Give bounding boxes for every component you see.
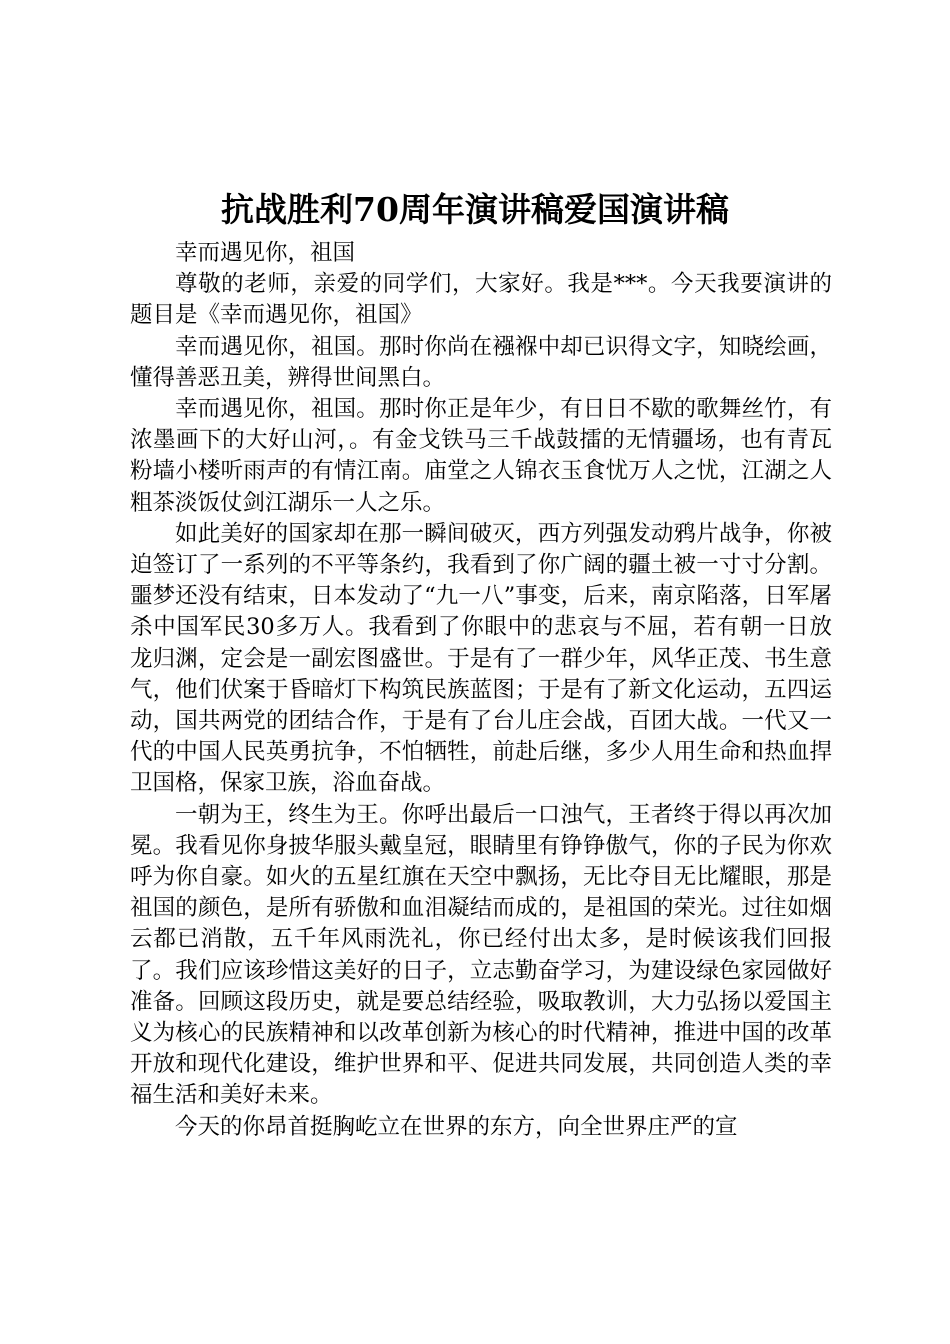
paragraph-subtitle: 幸而遇见你，祖国 xyxy=(175,240,356,266)
paragraph: 幸而遇见你，祖国。那时你正是年少，有日日不歇的歌舞丝竹，有浓墨画下的大好山河，。有金戈铁马三千战鼓擂的无情疆场，也有青瓦粉墙小楼听雨声的有情江南。庙堂之人锦衣玉食忧万人之忧，江湖之人粗茶淡饭仗剑江湖乐一人之乐。 xyxy=(130,396,832,516)
document-body xyxy=(130,238,832,1143)
paragraph: 一朝为王，终生为王。你呼出最后一口浊气，王者终于得以再次加冕。我看见你身披华服头戴皇冠，眼睛里有铮铮傲气，你的子民为你欢呼为你自豪。如火的五星红旗在天空中飘扬，无比夺目无比耀眼，那是祖国的颜色，是所有骄傲和血泪凝结而成的，是祖国的荣光。过往如烟云都已消散，五千年风雨洗礼，你已经付出太多，是时候该我们回报了。我们应该珍惜这美好的日子，立志勤奋学习，为建设绿色家园做好准备。回顾这段历史，就是要总结经验，吸取教训，大力弘扬以爱国主义为核心的民族精神和以改革创新为核心的时代精神，推进中国的改革开放和现代化建设，维护世界和平、促进共同发展，共同创造人类的幸福生活和美好未来。 xyxy=(130,801,832,1109)
paragraph-greeting: 尊敬的老师，亲爱的同学们，大家好。我是***。今天我要演讲的题目是《幸而遇见你，祖国》 xyxy=(130,271,832,329)
paragraph: 今天的你昂首挺胸屹立在世界的东方，向全世界庄严的宣 xyxy=(175,1113,738,1140)
paragraph: 如此美好的国家却在那一瞬间破灭，西方列强发动鸦片战争，你被迫签订了一系列的不平等条约，我看到了你广阔的疆土被一寸寸分割。噩梦还没有结束，日本发动了“九一八”事变，后来，南京陷落，日军屠杀中国军民30多万人。我看到了你眼中的悲哀与不屈，若有朝一日放龙归渊，定会是一副宏图盛世。于是有了一群少年，风华正茂、书生意气，他们伏案于昏暗灯下构筑民族蓝图；于是有了新文化运动，五四运动，国共两党的团结合作，于是有了台儿庄会战，百团大战。一代又一代的中国人民英勇抗争，不怕牺牲，前赴后继，多少人用生命和热血捍卫国格，保家卫族，浴血奋战。 xyxy=(130,520,832,797)
document-title: 抗战胜利70周年演讲稿爱国演讲稿 xyxy=(221,190,729,229)
paragraph: 幸而遇见你，祖国。那时你尚在襁褓中却已识得文字，知晓绘画，懂得善恶丑美，辨得世间黑白。 xyxy=(130,333,832,391)
